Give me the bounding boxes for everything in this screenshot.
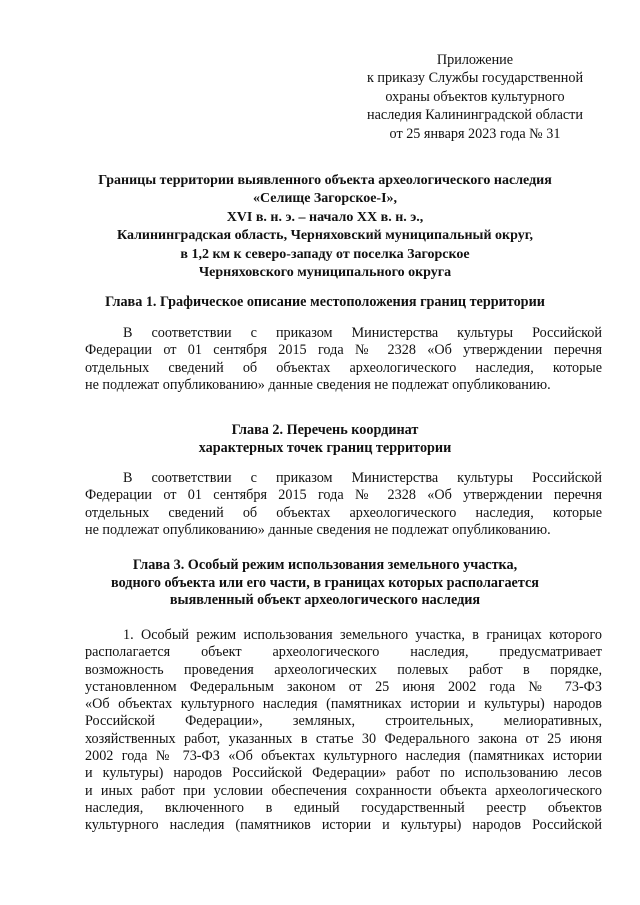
chapter-2-paragraph <box>85 470 602 539</box>
heading-line: характерных точек границ территории <box>198 439 452 456</box>
heading-line: Глава 3. Особый режим использования земельного участка, <box>132 557 518 573</box>
heading-line: водного объекта или его части, в границах которых располагается <box>111 574 539 591</box>
appendix-line: Приложение <box>436 52 514 68</box>
paragraph-line: хозяйственных работ, указанных в статье 30 Федерального закона от 25 июня <box>85 730 602 747</box>
paragraph-line: располагается объект археологического наследия, предусматривает <box>85 644 602 661</box>
paragraph-line: культурного наследия (памятников истории и культуры) народов Российской <box>85 817 602 834</box>
paragraph-line: отдельных сведений об объектах археологического наследия, которые <box>85 504 602 521</box>
paragraph-line: наследия, включенного в единый государственный реестр объектов <box>85 799 602 816</box>
paragraph-line: В соответствии с приказом Министерства культуры Российской <box>123 470 602 486</box>
paragraph-line: 2002 года № 73-ФЗ «Об объектах культурного наследия (памятниках истории <box>85 748 602 765</box>
paragraph-line: Российской Федерации», земляных, строительных, мелиоративных, <box>85 713 602 730</box>
heading-line: выявленный объект археологического наследия <box>169 592 481 608</box>
paragraph-line: В соответствии с приказом Министерства культуры Российской <box>123 325 602 341</box>
appendix-header <box>330 51 620 143</box>
title-line: Границы территории выявленного объекта археологического наследия <box>98 173 552 188</box>
heading-line: Глава 2. Перечень координат <box>231 422 419 438</box>
chapter-2-heading <box>40 422 610 457</box>
title-line: Черняховского муниципального округа <box>198 265 452 281</box>
appendix-line: охраны объектов культурного <box>385 88 565 105</box>
title-line: XVI в. н. э. – начало XX в. н. э., <box>226 209 424 225</box>
paragraph-line: установленном Федеральным законом от 25 июня 2002 года № 73-ФЗ <box>85 678 602 695</box>
paragraph-line: и культуры) народов Российской Федерации» работ по использованию лесов <box>85 765 602 782</box>
paragraph-line: отдельных сведений об объектах археологического наследия, которые <box>85 359 602 376</box>
chapter-3-heading <box>40 557 610 610</box>
chapter-1-heading <box>40 294 610 312</box>
paragraph-line: возможность проведения археологических полевых работ в порядке, <box>85 661 602 678</box>
title-line: «Селище Загорское-I», <box>252 191 398 207</box>
paragraph-line: 1. Особый режим использования земельного участка, в границах которого <box>123 627 602 643</box>
document-title <box>40 172 610 282</box>
title-line: Калининградская область, Черняховский муниципальный округ, <box>116 228 533 244</box>
title-line: в 1,2 км к северо-западу от поселка Загорское <box>180 246 470 262</box>
heading-line: Глава 1. Графическое описание местоположения границ территории <box>105 294 545 310</box>
paragraph-line: и иных работ при условии обеспечения сохранности объекта археологического <box>85 782 602 799</box>
paragraph-line: Федерации от 01 сентября 2015 года № 2328 «Об утверждении перечня <box>85 487 602 504</box>
chapter-1-paragraph <box>85 325 602 394</box>
chapter-3-paragraph <box>85 627 602 835</box>
paragraph-line: не подлежат опубликованию» данные сведения не подлежат опубликованию. <box>85 376 551 393</box>
appendix-line: наследия Калининградской области <box>367 107 583 124</box>
paragraph-line: «Об объектах культурного наследия (памятниках истории и культуры) народов <box>85 696 602 713</box>
paragraph-line: не подлежат опубликованию» данные сведения не подлежат опубликованию. <box>85 521 551 538</box>
appendix-line: от 25 января 2023 года № 31 <box>389 125 561 142</box>
paragraph-line: Федерации от 01 сентября 2015 года № 2328 «Об утверждении перечня <box>85 342 602 359</box>
appendix-line: к приказу Службы государственной <box>366 70 584 87</box>
